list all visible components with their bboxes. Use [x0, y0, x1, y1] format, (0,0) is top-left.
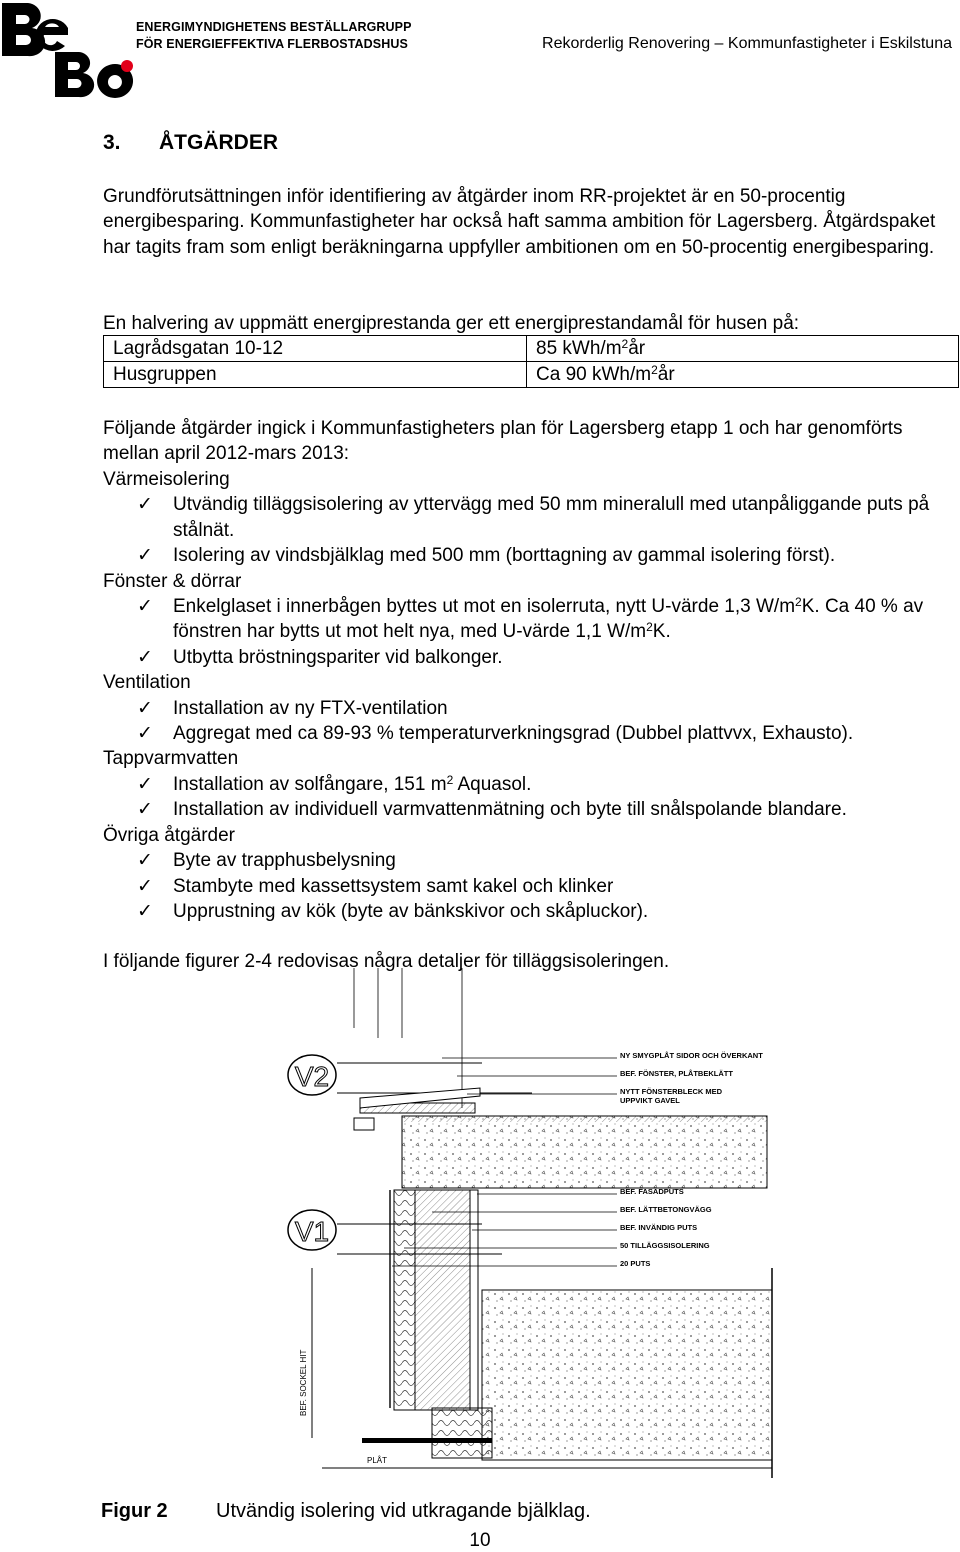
- section-marker-v1: [288, 1210, 336, 1250]
- org-name-line1: ENERGIMYNDIGHETENS BESTÄLLARGRUPP: [136, 20, 412, 34]
- svg-text:BEF. INVÄNDIG PUTS: BEF. INVÄNDIG PUTS: [620, 1223, 698, 1232]
- svg-text:V1: V1: [294, 1216, 330, 1247]
- measures-list: [103, 467, 958, 924]
- list-item: ✓ Upprustning av kök (byte av bänkskivor och skåpluckor).: [103, 899, 958, 924]
- svg-text:BEF. FÖNSTER, PLÅTBEKLÄTT: BEF. FÖNSTER, PLÅTBEKLÄTT: [620, 1069, 733, 1078]
- figure-label: Figur 2: [101, 1500, 168, 1522]
- table-row: [104, 362, 959, 388]
- category-heading: Värmeisolering: [103, 469, 230, 490]
- bebo-logo: [0, 0, 140, 100]
- list-item: ✓ Utvändig tilläggsisolering av yttervägg med 50 mm mineralull med utanpåliggande puts på stålnät.: [137, 494, 930, 541]
- checkmark-icon: ✓: [137, 850, 153, 872]
- category-heading: Tappvarmvatten: [103, 748, 239, 770]
- page-number: 10: [469, 1530, 491, 1551]
- target-value: 85 kWh/$m^2år$: [527, 336, 959, 362]
- list-item: ✓ Byte av trapphusbelysning: [103, 848, 958, 873]
- svg-text:20 PUTS: 20 PUTS: [620, 1259, 651, 1268]
- checkmark-icon: ✓: [137, 773, 153, 795]
- svg-text:BEF. LÄTTBETONGVÄGG: BEF. LÄTTBETONGVÄGG: [620, 1205, 712, 1214]
- intro-paragraph: Grundförutsättningen inför identifiering av åtgärder inom RR-projektet är en 50-procentig energibesparing. Kommunfastigheter har också haft samma ambition för Lagersberg. Åtgärdspaket har tagits fram som enligt beräkningarna uppfyller ambitionen om en 50-procentig energibesparing.: [103, 186, 936, 258]
- table-row: [104, 336, 959, 362]
- measures-intro: Följande åtgärder ingick i Kommunfastigheters plan för Lagersberg etapp 1 och har genomförts mellan april 2012-mars 2013:: [103, 418, 903, 465]
- checkmark-icon: ✓: [137, 545, 153, 567]
- svg-text:NY SMYGPLÅT SIDOR OCH ÖVERKANT: NY SMYGPLÅT SIDOR OCH ÖVERKANT: [620, 1051, 763, 1060]
- section-title: ÅTGÄRDER: [159, 131, 278, 154]
- org-name-line2: FÖR ENERGIEFFEKTIVA FLERBOSTADSHUS: [136, 37, 408, 51]
- list-item: ✓ Installation av individuell varmvattenmätning och byte till snålspolande blandare.: [103, 797, 958, 822]
- checkmark-icon: ✓: [137, 494, 153, 516]
- svg-text:BEF. FASADPUTS: BEF. FASADPUTS: [620, 1187, 684, 1196]
- checkmark-icon: ✓: [137, 723, 153, 745]
- svg-text:V2: V2: [294, 1061, 330, 1092]
- svg-text:NYTT FÖNSTERBLECK MED: NYTT FÖNSTERBLECK MED: [620, 1087, 723, 1096]
- target-intro: En halvering av uppmätt energiprestanda ger ett energiprestandamål för husen på:: [103, 313, 800, 334]
- building-name: Lagrådsgatan 10-12: [104, 336, 527, 362]
- checkmark-icon: ✓: [137, 697, 153, 719]
- list-item: ✓ Installation av solfångare, 151 $m^2$ Aquasol.: [103, 772, 958, 797]
- project-title: Rekorderlig Renovering – Kommunfastigheter i Eskilstuna: [542, 35, 952, 52]
- list-item: ✓ Enkelglaset i innerbågen byttes ut mot en isolerruta, nytt U-värde 1,3 $W/m^2K$. Ca 40 % av fönstren har bytts ut mot helt nya, med U-värde 1,1 $W/m^2K$.: [137, 595, 924, 643]
- category-heading: Ventilation: [103, 672, 191, 694]
- list-item: ✓ Stambyte med kassettsystem samt kakel och klinker: [103, 874, 958, 899]
- insulation-detail-drawing: [282, 968, 782, 1478]
- figure-caption: Utvändig isolering vid utkragande bjälklag.: [216, 1500, 591, 1522]
- checkmark-icon: ✓: [137, 596, 153, 618]
- building-name: Husgruppen: [104, 362, 527, 388]
- section-number: 3.: [103, 131, 121, 154]
- checkmark-icon: ✓: [137, 875, 153, 897]
- svg-text:50 TILLÄGGSISOLERING: 50 TILLÄGGSISOLERING: [620, 1241, 710, 1250]
- category-heading: Övriga åtgärder: [103, 824, 236, 846]
- figure-intro: I följande figurer 2-4 redovisas några detaljer för tilläggsisoleringen.: [103, 951, 670, 972]
- checkmark-icon: ✓: [137, 799, 153, 821]
- list-item: ✓ Utbytta bröstningspariter vid balkonger.: [103, 645, 958, 670]
- checkmark-icon: ✓: [137, 646, 153, 668]
- list-item: ✓ Aggregat med ca 89-93 % temperaturverkningsgrad (Dubbel plattvvx, Exhausto).: [103, 721, 958, 746]
- svg-text:BEF. SOCKEL HIT: BEF. SOCKEL HIT: [299, 1349, 308, 1416]
- energy-target-table: [103, 335, 959, 388]
- checkmark-icon: ✓: [137, 900, 153, 922]
- target-value: Ca 90 kWh/$m^2år$: [527, 362, 959, 388]
- section-heading: [103, 131, 278, 155]
- section-marker-v2: [288, 1055, 336, 1095]
- category-heading: Fönster & dörrar: [103, 570, 242, 592]
- svg-text:UPPVIKT GAVEL: UPPVIKT GAVEL: [620, 1096, 680, 1105]
- svg-text:PLÅT: PLÅT: [367, 1456, 388, 1465]
- list-item: ✓ Installation av ny FTX-ventilation: [103, 696, 958, 721]
- list-item: ✓ Isolering av vindsbjälklag med 500 mm (borttagning av gammal isolering först).: [103, 543, 958, 568]
